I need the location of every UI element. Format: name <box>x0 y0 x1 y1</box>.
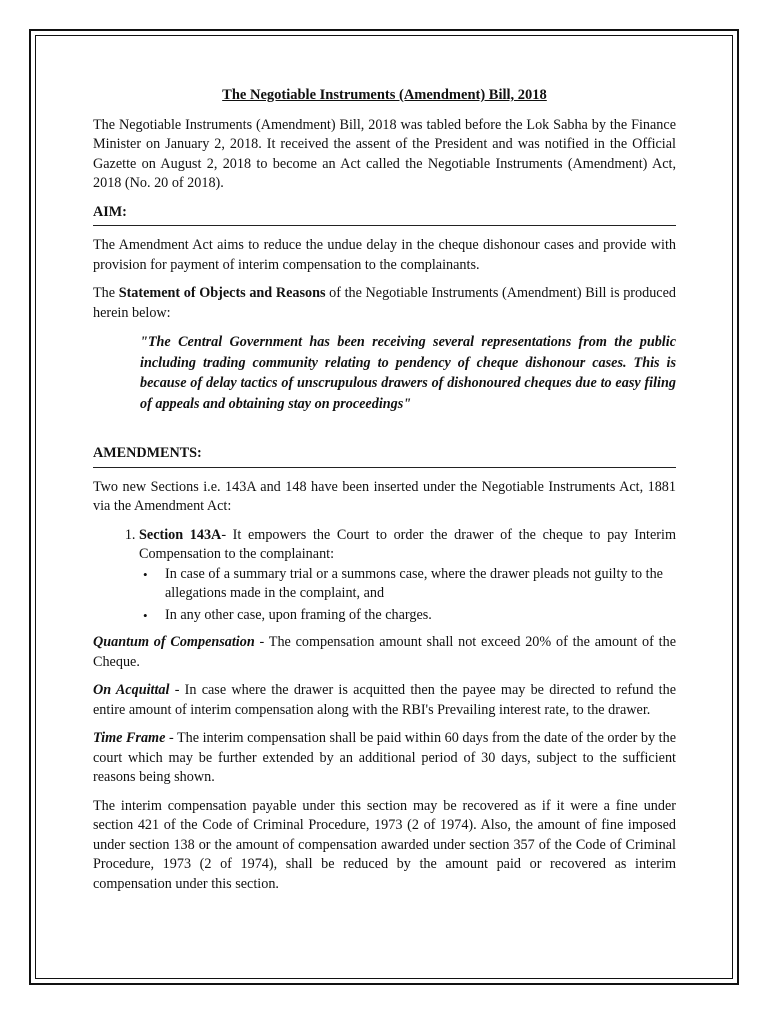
statement-paragraph <box>93 284 676 323</box>
document-page <box>93 86 676 903</box>
objects-quote: "The Central Government has been receiving several representations from the public including trading community relating to pendency of cheque dishonour cases. This is because of delay tactics of unscrupulous drawers of dishonoured cheques due to easy filing of appeals and obtaining stay on proceedings" <box>140 334 676 412</box>
bullet-list <box>139 565 676 626</box>
quantum-text: - The compensation amount shall not exceed 20% of the amount of the Cheque. <box>93 634 676 670</box>
bullet-item: • In case of a summary trial or a summons case, where the drawer pleads not guilty to the allegations made in the complaint, and <box>143 565 663 601</box>
bullet-icon: • <box>143 566 148 582</box>
statement-prefix: The <box>93 285 119 301</box>
statement-suffix: of the Negotiable Instruments (Amendment) Bill is produced herein below: <box>93 285 676 321</box>
aim-paragraph: The Amendment Act aims to reduce the undue delay in the cheque dishonour cases and provide with provision for payment of interim compensation to the complainants. <box>93 237 676 273</box>
list-item-section-143a <box>139 526 676 626</box>
acquittal-label: On Acquittal <box>93 682 170 698</box>
statement-bold: Statement of Objects and Reasons <box>118 285 326 301</box>
document-title: The Negotiable Instruments (Amendment) Bill, 2018 <box>222 87 547 103</box>
amendments-intro: Two new Sections i.e. 143A and 148 have been inserted under the Negotiable Instruments Act, 1881 via the Amendment Act: <box>93 478 676 514</box>
timeframe-paragraph <box>93 729 676 788</box>
intro-paragraph: The Negotiable Instruments (Amendment) Bill, 2018 was tabled before the Lok Sabha by the Finance Minister on January 2, 2018. It received the assent of the President and was notified in the Official Gazette on August 2, 2018 to become an Act called the Negotiable Instruments (Amendment) Act, 2018 (No. 20 of 2018). <box>93 116 676 191</box>
recovery-paragraph: The interim compensation payable under this section may be recovered as if it were a fine under section 421 of the Code of Criminal Procedure, 1973 (2 of 1974). Also, the amount of fine imposed under section 138 or the amount of compensation awarded under section 357 of the Code of Criminal Procedure, 1973 (2 of 1974), shall be reduced by the amount paid or recovered as interim compensation under this section. <box>93 797 676 892</box>
section-143a-text: - It empowers the Court to order the drawer of the cheque to pay Interim Compensation to the complainant: <box>139 526 676 562</box>
section-143a-label: Section 143A <box>139 526 222 543</box>
bullet-icon: • <box>143 607 148 623</box>
aim-heading: AIM: <box>93 203 676 227</box>
acquittal-text: - In case where the drawer is acquitted then the payee may be directed to refund the entire amount of interim compensation along with the RBI's Prevailing interest rate, to the drawer. <box>93 682 676 718</box>
amendments-list <box>93 526 676 626</box>
quantum-paragraph <box>93 633 676 672</box>
quantum-label: Quantum of Compensation <box>93 634 255 650</box>
bullet-item: • In any other case, upon framing of the charges. <box>165 606 676 626</box>
amendments-heading: AMENDMENTS: <box>93 444 676 468</box>
timeframe-text: - The interim compensation shall be paid within 60 days from the date of the order by the court which may be further extended by an additional period of 30 days, subject to the sufficient reasons being shown. <box>93 730 676 785</box>
timeframe-label: Time Frame <box>93 730 166 746</box>
acquittal-paragraph <box>93 681 676 720</box>
